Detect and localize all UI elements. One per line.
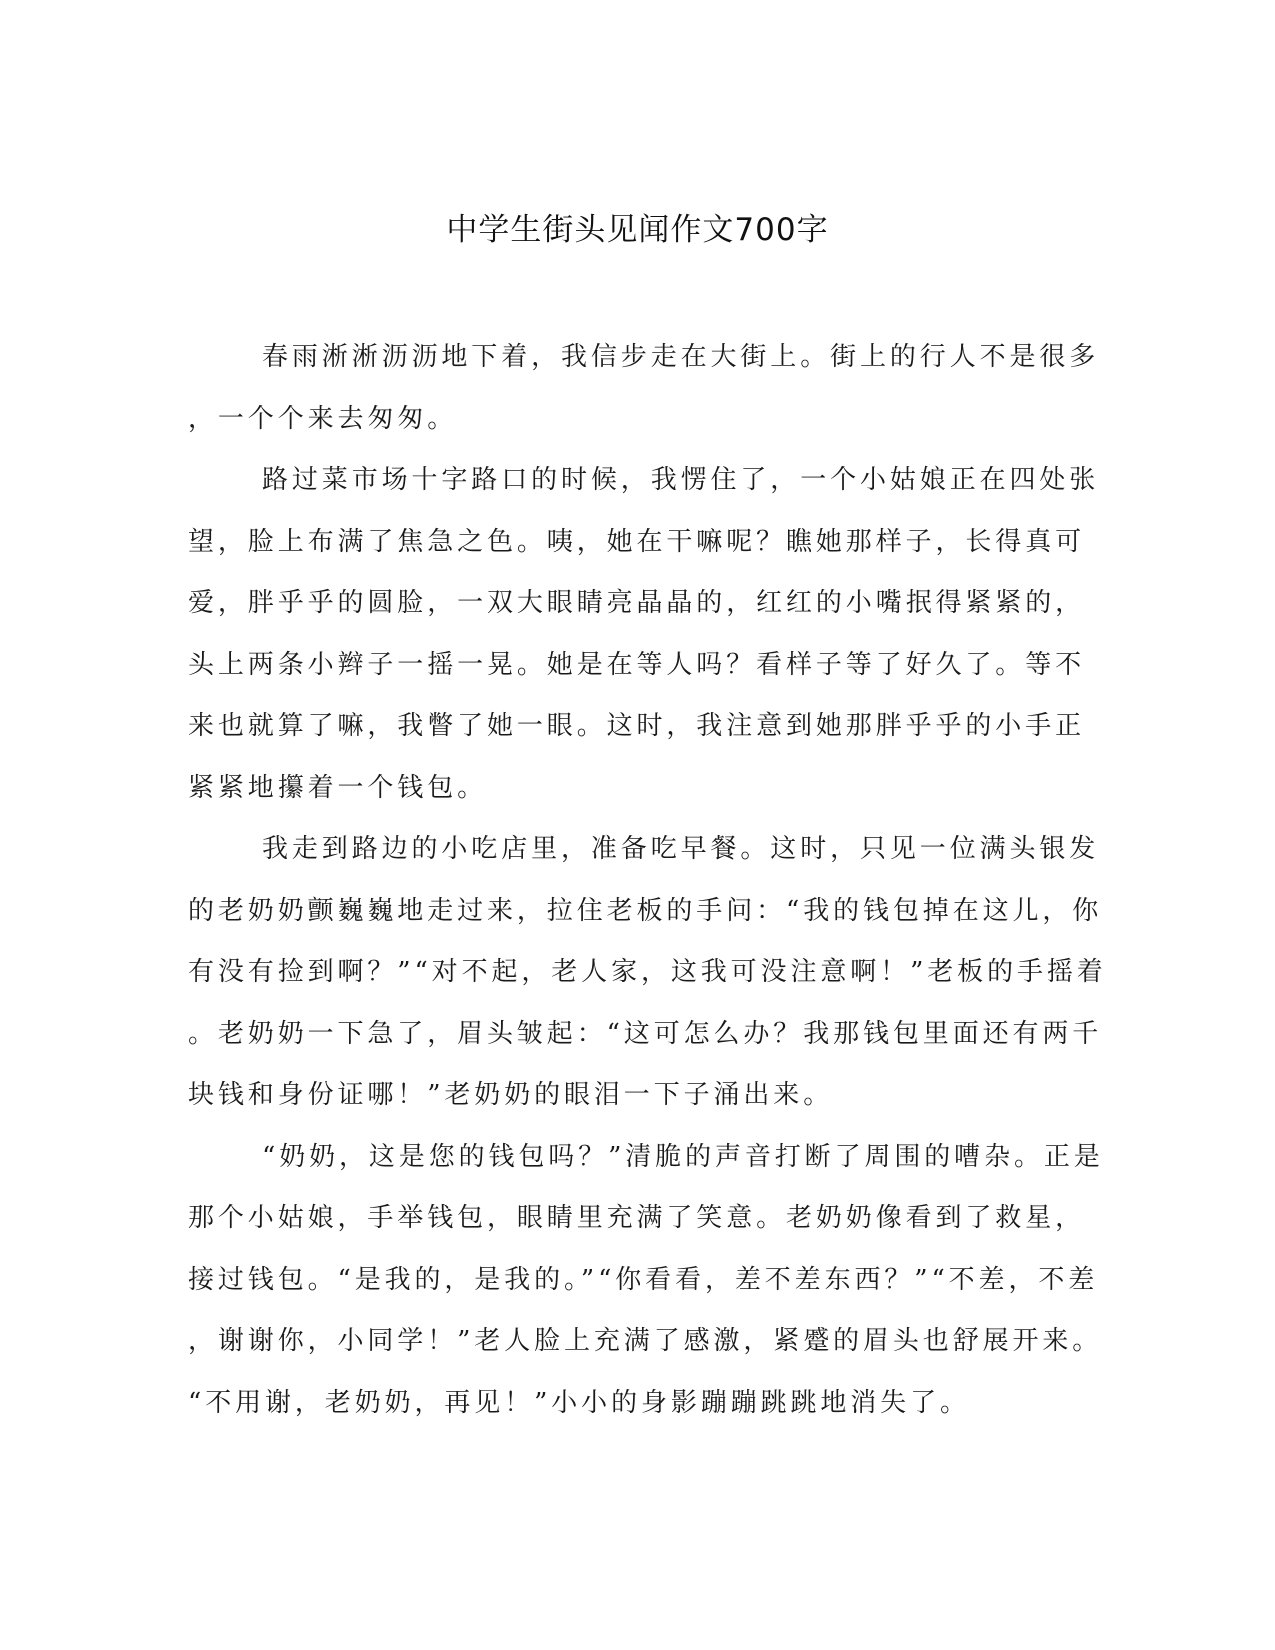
text-line: 望，脸上布满了焦急之色。咦，她在干嘛呢？瞧她那样子，长得真可 — [188, 526, 1086, 557]
text-line: 紧紧地攥着一个钱包。 — [188, 772, 488, 803]
text-line: “奶奶，这是您的钱包吗？”清脆的声音打断了周围的嘈杂。正是 — [262, 1141, 1104, 1172]
text-line: 春雨淅淅沥沥地下着，我信步走在大街上。街上的行人不是很多 — [262, 342, 1100, 372]
text-line: ，一个个来去匆匆。 — [188, 403, 458, 434]
text-line: 的老奶奶颤巍巍地走过来，拉住老板的手问：“我的钱包掉在这儿，你 — [188, 895, 1103, 926]
document-title: 中学生街头见闻作文700字 — [446, 212, 829, 248]
text-line: 。老奶奶一下急了，眉头皱起：“这可怎么办？我那钱包里面还有两千 — [188, 1018, 1103, 1049]
text-line: ，谢谢你，小同学！”老人脸上充满了感激，紧蹙的眉头也舒展开来。 — [188, 1326, 1103, 1356]
text-line: 块钱和身份证哪！”老奶奶的眼泪一下子涌出来。 — [188, 1080, 834, 1110]
text-line: 那个小姑娘，手举钱包，眼睛里充满了笑意。老奶奶像看到了救星， — [188, 1203, 1086, 1233]
text-line: 来也就算了嘛，我瞥了她一眼。这时，我注意到她那胖乎乎的小手正 — [188, 711, 1086, 741]
text-line: 爱，胖乎乎的圆脸，一双大眼睛亮晶晶的，红红的小嘴抿得紧紧的， — [188, 588, 1086, 618]
text-line: 有没有捡到啊？”“对不起，老人家，这我可没注意啊！”老板的手摇着 — [188, 957, 1107, 987]
text-line: 路过菜市场十字路口的时候，我愣住了，一个小姑娘正在四处张 — [262, 465, 1100, 495]
essay-body — [188, 327, 1107, 1434]
text-line: 头上两条小辫子一摇一晃。她是在等人吗？看样子等了好久了。等不 — [188, 649, 1086, 680]
text-line: 我走到路边的小吃店里，准备吃早餐。这时，只见一位满头银发 — [262, 834, 1100, 864]
text-line: “不用谢，老奶奶，再见！”小小的身影蹦蹦跳跳地消失了。 — [188, 1387, 970, 1418]
text-line: 接过钱包。“是我的，是我的。”“你看看，差不差东西？”“不差，不差 — [188, 1264, 1099, 1295]
